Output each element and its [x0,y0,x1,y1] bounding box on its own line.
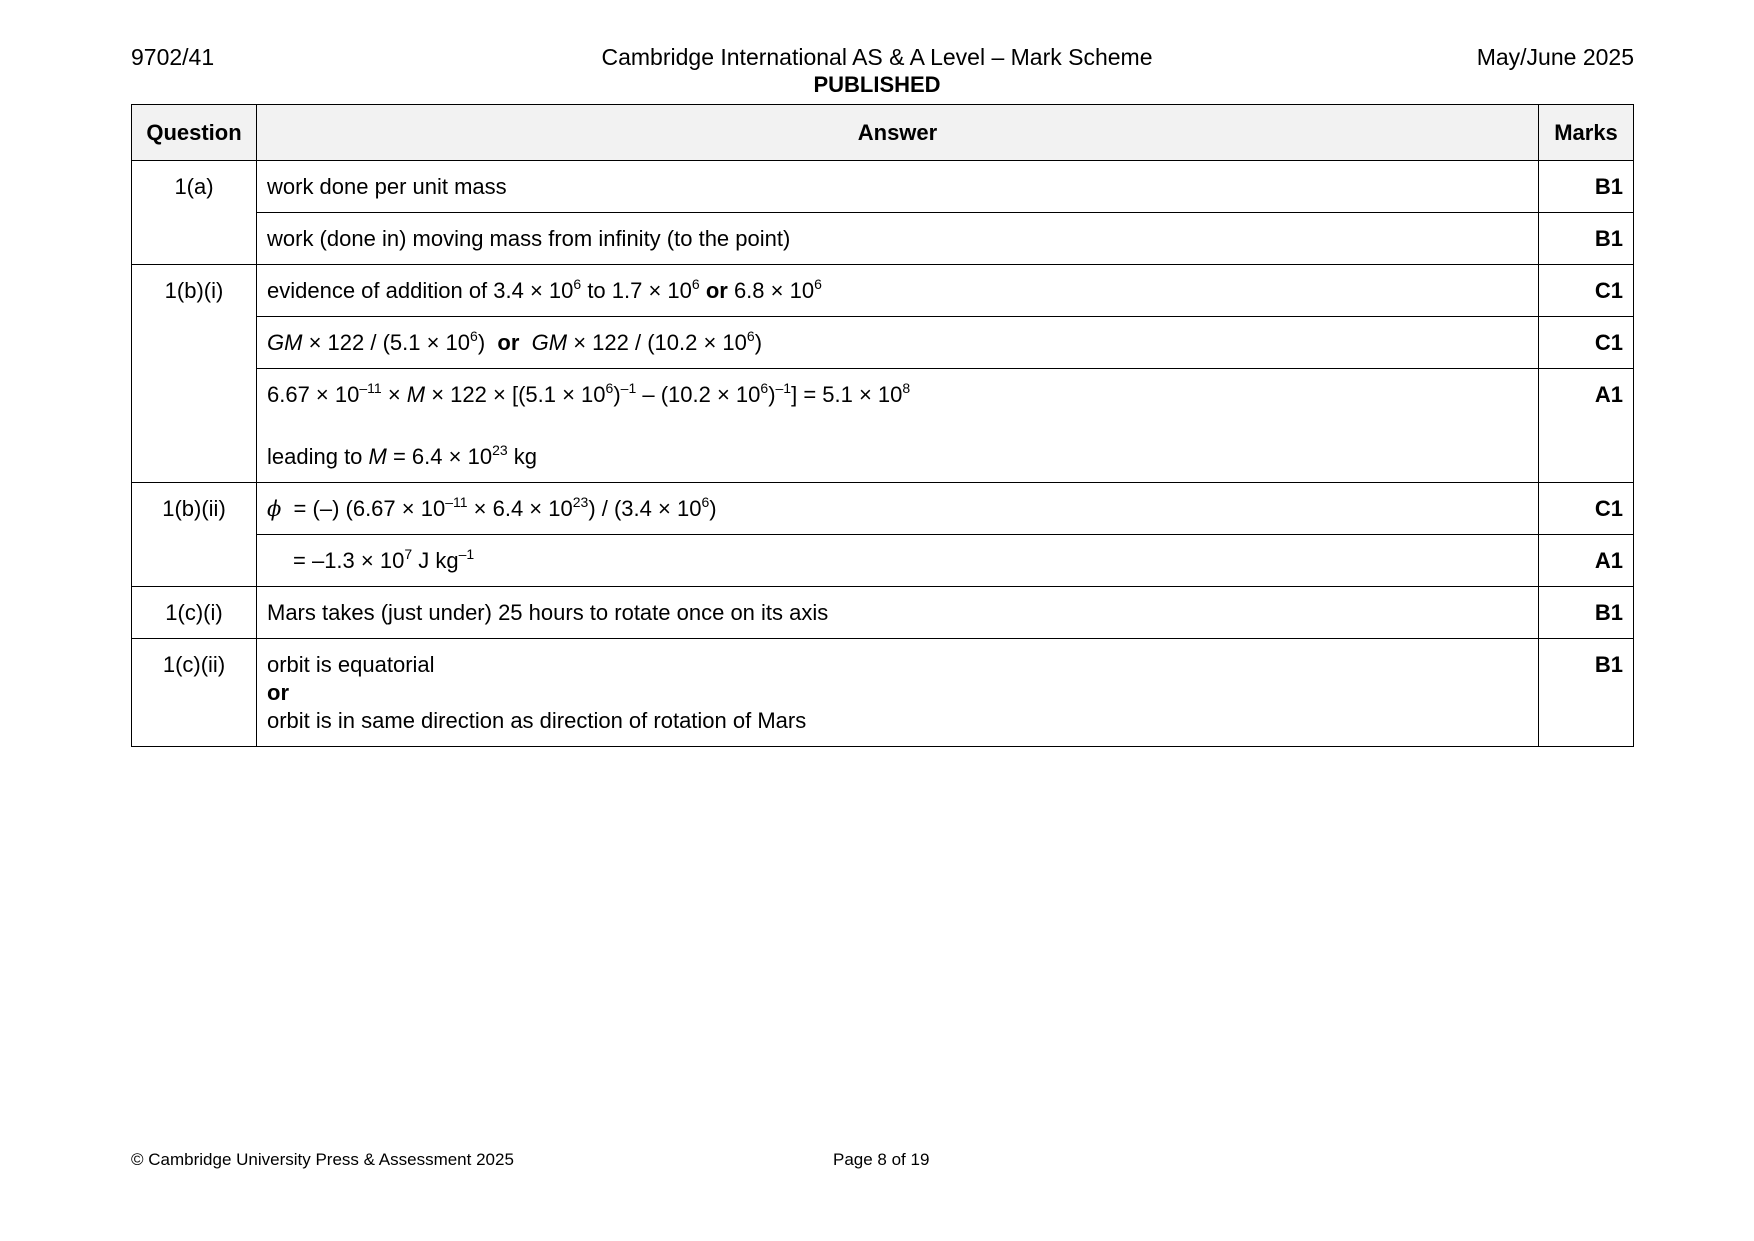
exponent: –11 [359,380,382,396]
document-title: Cambridge International AS & A Level – Mark Scheme [601,44,1153,70]
exponent: 6 [814,276,822,292]
mark-cell: B1 [1539,213,1634,265]
exponent: 6 [746,328,755,344]
phi-symbol: ϕ [267,497,282,521]
column-header-answer: Answer [257,105,1539,161]
answer-cell [257,483,1539,535]
exponent: –1 [775,380,792,396]
column-header-question: Question [132,105,257,161]
answer-text: ) [477,330,498,355]
table-row [132,369,1634,483]
answer-cell [257,317,1539,369]
exponent: 8 [902,380,911,396]
table-row [132,639,1634,747]
symbol-m: M [406,382,426,407]
mark-cell: C1 [1539,265,1634,317]
answer-cell: work done per unit mass [257,161,1539,213]
mark-cell: A1 [1539,535,1634,587]
answer-text: J kg [412,548,459,573]
mark-cell: B1 [1539,639,1634,747]
exponent: 23 [492,442,508,458]
copyright-notice: © Cambridge University Press & Assessment 2025 [131,1150,514,1169]
answer-text: = –1.3 × 10 [293,548,405,573]
answer-text: ) [754,330,763,355]
table-row [132,535,1634,587]
exponent: –1 [620,380,637,396]
answer-cell [257,535,1539,587]
table-row [132,161,1634,213]
answer-line [267,443,1528,471]
answer-line: orbit is in same direction as direction of rotation of Mars [267,708,807,733]
symbol-m: M [368,444,387,469]
answer-text: × 122 / (5.1 × 10 [302,330,471,355]
exponent: 6 [760,380,769,396]
answer-text: = 6.4 × 10 [386,444,493,469]
page-number: Page 8 of 19 [833,1150,930,1169]
question-number: 1(b)(ii) [132,483,257,587]
answer-text: 6.8 × 10 [727,278,815,303]
table-row [132,317,1634,369]
answer-text: ) [709,496,717,521]
exponent: 7 [404,546,413,562]
answer-text: kg [507,444,537,469]
table-row [132,483,1634,535]
mark-cell: C1 [1539,483,1634,535]
symbol-gm: GM [267,330,303,355]
or-keyword: or [705,278,728,303]
answer-text: ) [768,382,776,407]
answer-cell: Mars takes (just under) 25 hours to rotate once on its axis [257,587,1539,639]
exponent: 6 [573,276,582,292]
exponent: 6 [701,494,710,510]
table-row [132,213,1634,265]
published-label: PUBLISHED [813,72,941,97]
table-row [132,587,1634,639]
answer-text: leading to [267,444,369,469]
answer-line [267,381,1528,409]
exponent: 23 [572,494,589,510]
table-row [132,265,1634,317]
mark-cell: B1 [1539,161,1634,213]
exponent: –11 [445,494,468,510]
question-number: 1(b)(i) [132,265,257,483]
exponent: 6 [605,380,614,396]
answer-text: ) / (3.4 × 10 [588,496,702,521]
answer-text: = (–) (6.67 × 10 [281,496,446,521]
answer-text: – (10.2 × 10 [636,382,761,407]
exponent: 6 [691,276,700,292]
exponent: –1 [458,546,475,562]
question-number: 1(a) [132,161,257,265]
answer-line [267,547,474,575]
column-header-marks: Marks [1539,105,1634,161]
exponent: 6 [470,328,478,344]
table-header-row [132,105,1634,161]
answer-cell [257,265,1539,317]
mark-cell: B1 [1539,587,1634,639]
answer-text: to 1.7 × 10 [581,278,692,303]
or-keyword: or [497,330,520,355]
exam-session: May/June 2025 [1476,44,1634,70]
answer-text: evidence of addition of 3.4 × 10 [267,278,574,303]
answer-text: 6.67 × 10 [267,382,360,407]
mark-cell: A1 [1539,369,1634,483]
answer-cell: work (done in) moving mass from infinity (to the point) [257,213,1539,265]
answer-text: × 6.4 × 10 [467,496,573,521]
answer-text: × 122 × [(5.1 × 10 [425,382,606,407]
answer-text: ) [613,382,621,407]
mark-cell: C1 [1539,317,1634,369]
answer-cell [257,369,1539,483]
question-number: 1(c)(i) [132,587,257,639]
or-keyword: or [267,680,289,705]
answer-text: × [381,382,407,407]
paper-code: 9702/41 [131,44,215,70]
mark-scheme-table [131,104,1634,747]
symbol-gm: GM [531,330,568,355]
answer-cell [257,639,1539,747]
question-number: 1(c)(ii) [132,639,257,747]
answer-text: × 122 / (10.2 × 10 [567,330,747,355]
answer-line: orbit is equatorial [267,652,435,677]
answer-text: ] = 5.1 × 10 [791,382,903,407]
